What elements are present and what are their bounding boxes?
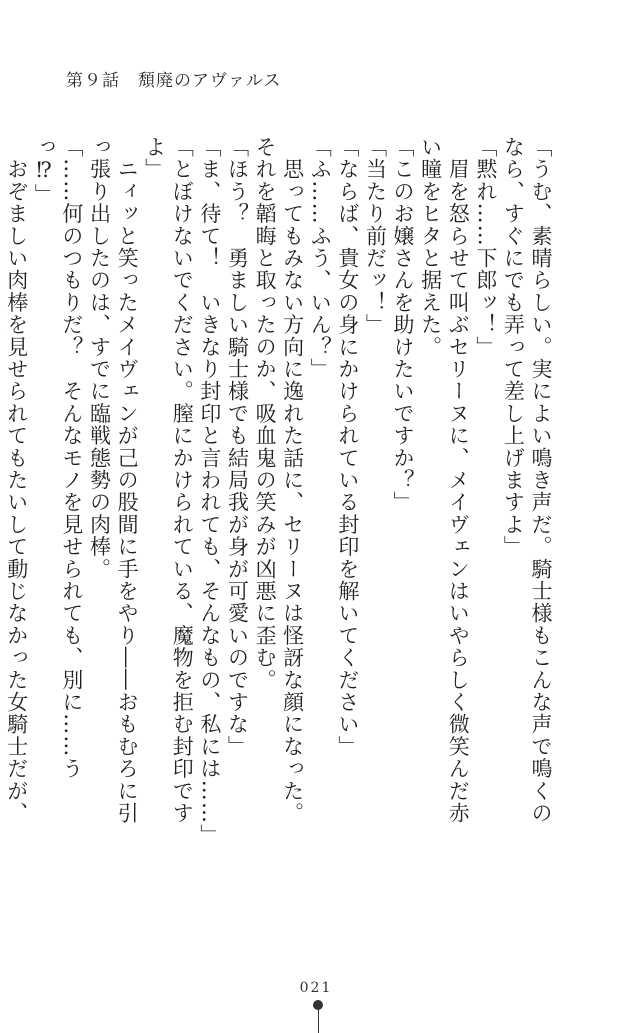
text-line: ニィッと笑ったメイヴェンが己の股間に手をやり――おもむろに引っ張り出したのは、すでに臨戦態勢の肉棒。 xyxy=(87,136,140,825)
chapter-running-head: 第９話 頽廃のアヴァルス xyxy=(66,71,282,91)
page-number: 021 xyxy=(299,980,333,996)
text-line: 「このお嬢さんを助けたいですか？」 xyxy=(391,136,416,514)
text-line: 「ならば、貴女の身にかけられている封印を解いてください」 xyxy=(335,136,360,758)
text-line: 「ほう？ 勇ましい騎士様でも結局我が身が可愛いのですな」 xyxy=(225,136,250,758)
page-marker-line xyxy=(318,1008,319,1033)
text-line: 「ま、待て！ いきなり封印と言われても、そんなもの、私には……」 xyxy=(197,136,222,847)
text-line: 「うむ、素晴らしい。実によい鳴き声だ。騎士様もこんな声で鳴くのなら、すぐにでも弄って差し上げますよ」 xyxy=(501,136,553,825)
text-line: 「とぼけないでください。膣にかけられている、魔物を拒む封印ですよ」 xyxy=(142,136,195,825)
text-line: 「……何のつもりだ？ そんなモノを見せられても、別に……うっ⁉」 xyxy=(32,136,84,780)
text-line: 「当たり前だッ！」 xyxy=(363,136,388,336)
text-line: 眉を怒らせて叫ぶセリーヌに、メイヴェンはいやらしく微笑んだ赤い瞳をヒタと据えた。 xyxy=(418,136,471,825)
text-line: 「ふ……ふう、いん？」 xyxy=(308,136,333,381)
text-line: おぞましい肉棒を見せられてもたいして動じなかった女騎士だが、 xyxy=(4,158,29,825)
text-line: 思ってもみない方向に逸れた話に、セリーヌは怪訝な顔になった。それを韜晦と取ったのか、吸血鬼の笑みが凶悪に歪む。 xyxy=(253,136,305,825)
text-line: 「黙れ……下郎ッ！」 xyxy=(473,136,498,358)
novel-body-text xyxy=(4,136,554,847)
